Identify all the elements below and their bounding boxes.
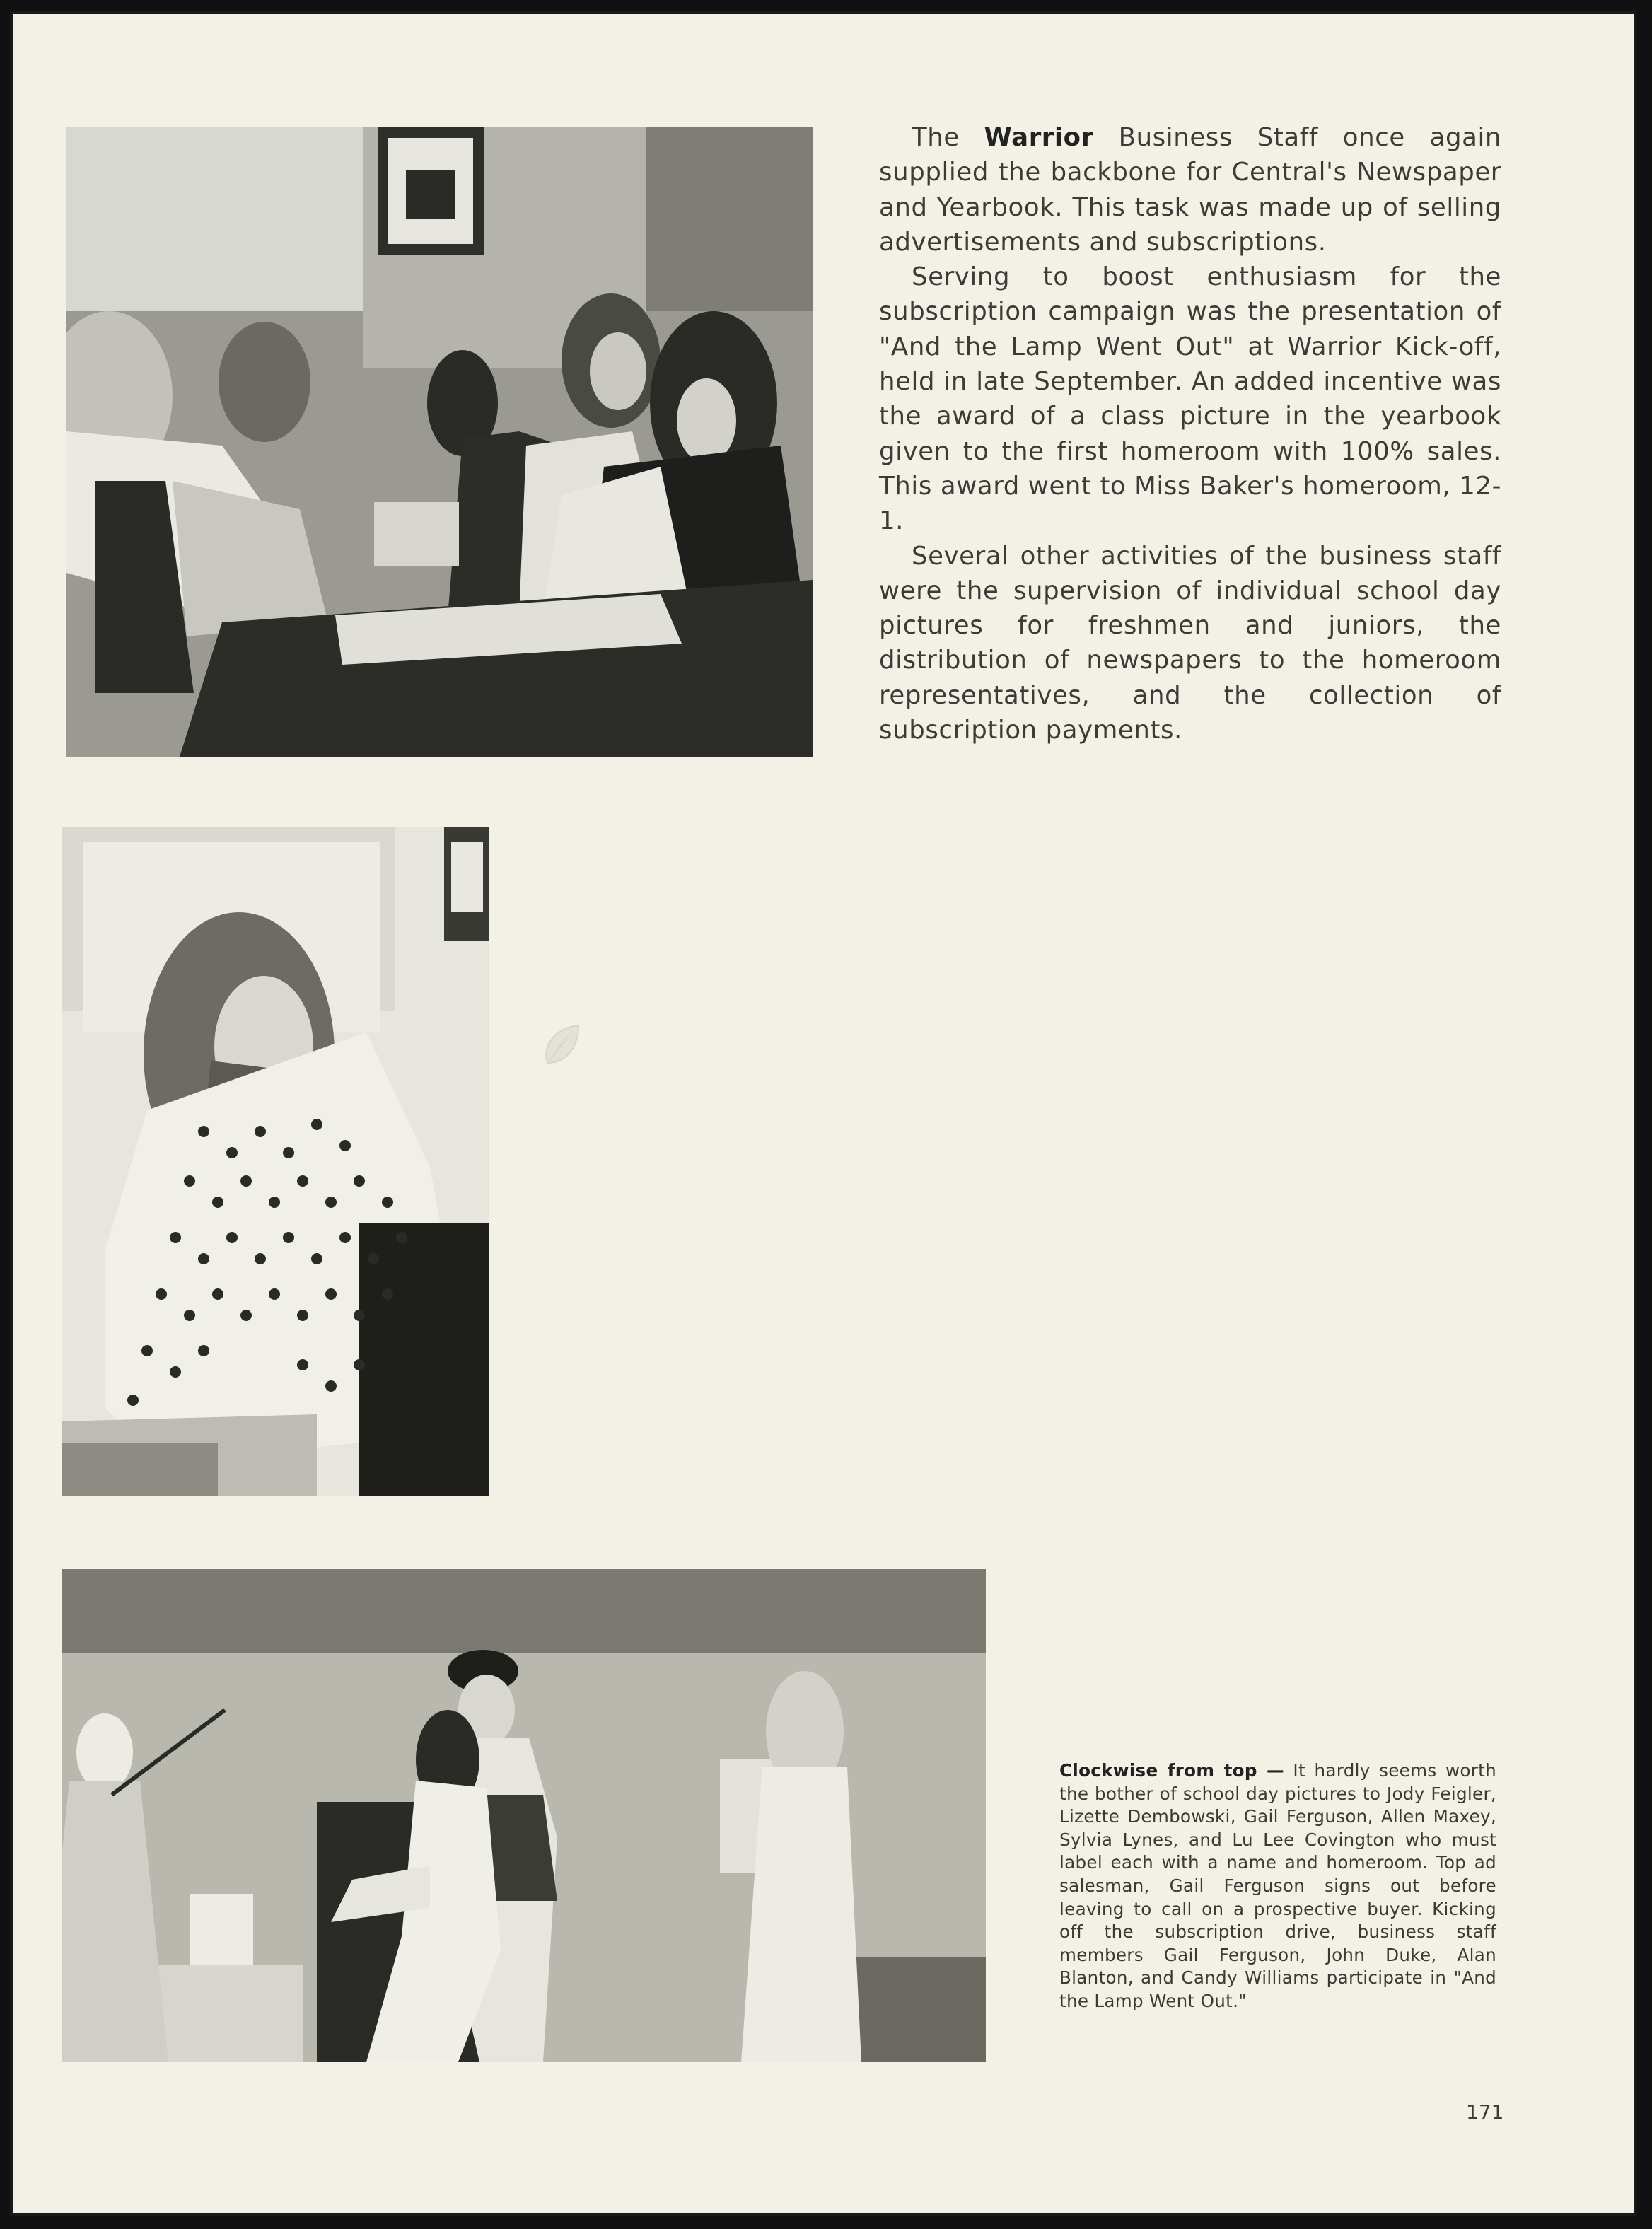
photo-girl-signing-out [62,827,489,1496]
photo-stage-performance [62,1569,986,2062]
leaf-watermark-icon [540,1022,582,1071]
caption-text: It hardly seems worth the bother of school day pictures to Jody Feigler, Lizette Dembowski, Gail Ferguson, Allen Maxey, Sylvia Lynes, and Lu Lee Covington who must label each with a name and homeroom. Top ad salesman, Gail Ferguson signs out before leaving to call on a prospective buyer. Kicking off the subscription drive, business staff members Gail Ferguson, John Duke, Alan Blanton, and Candy Williams participate in "And the Lamp Went Out." [1059,1760,1496,2011]
page-number: 171 [1466,2100,1504,2124]
photo-caption [1059,1759,1496,2013]
article-paragraph-2: Serving to boost enthusiasm for the subscription campaign was the presentation of "And the Lamp Went Out" at Warrior Kick-off, held in late September. An added incentive was the award of a class picture in the yearbook given to the first homeroom with 100% sales. This award went to Miss Baker's homeroom, 12-1. [879,262,1501,536]
warrior-title: Warrior [984,123,1094,152]
article-paragraph-3: Several other activities of the business staff were the supervision of individual school day pictures for freshmen and juniors, the distribution of newspapers to the homeroom representatives, and the collection of subscription payments. [879,541,1501,745]
photo-students-at-table [66,127,813,757]
article-paragraph-1: The Warrior Business Staff once again supplied the backbone for Central's Newspaper and Yearbook. This task was made up of selling advertisements and subscriptions. [879,123,1502,257]
yearbook-page [10,11,1636,2216]
article-text [879,120,1501,747]
caption-lead: Clockwise from top — [1059,1760,1284,1781]
